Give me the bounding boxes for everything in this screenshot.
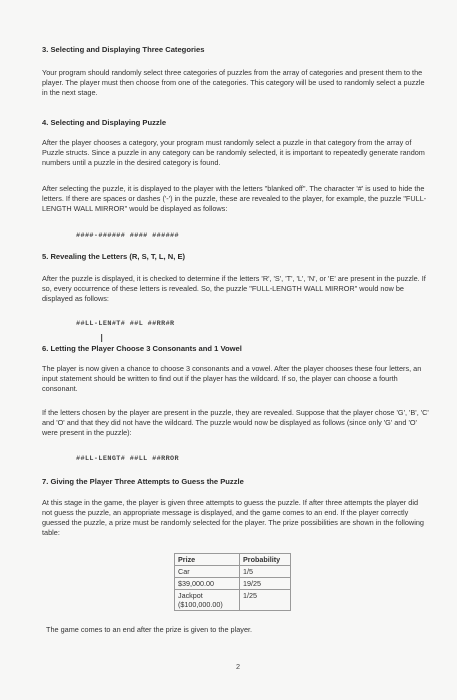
section-4-paragraph-2: After selecting the puzzle, it is displayed to the player with the letters "blanked off". The character '#' is used to hide the letters. If there are spaces or dashes ('-') in the puzzle, these are revealed to the player, for example, the puzzle "FULL-LENGTH WALL MIRROR" would be displayed as follows: (42, 184, 427, 213)
page-number: 2 (236, 662, 241, 671)
table-header-row (175, 554, 291, 566)
puzzle-display-revealed: ##LL-LEN#T# ##L ##RR#R (76, 320, 175, 328)
table-cell-probability: 1/25 (240, 590, 291, 611)
section-7-heading: 7. Giving the Player Three Attempts to Guess the Puzzle (42, 477, 244, 486)
table-row (175, 578, 291, 590)
puzzle-display-guessed: ##LL-LENGT# ##LL ##RROR (76, 455, 180, 463)
table-cell-probability: 1/5 (240, 566, 291, 578)
section-5-paragraph: After the puzzle is displayed, it is checked to determine if the letters 'R', 'S', 'T', 'L', 'N', or 'E' are present in the puzzle. If so, every occurrence of these letters is revealed. So, the puzzle "FULL-LENGTH WALL MIRROR" would now be displayed as follows: (42, 274, 426, 303)
table-cell-prize: $39,000.00 (175, 578, 240, 590)
section-4-paragraph-1: After the player chooses a category, your program must randomly select a puzzle in that category from the array of Puzzle structs. Since a puzzle in any category can be randomly selected, it is important to repeatedly generate random numbers until a puzzle in the desired category is found. (42, 138, 425, 167)
section-6-paragraph-1: The player is now given a chance to choose 3 consonants and a vowel. After the player chooses these four letters, an input statement should be written to find out if the player has the wildcard. If so, the player can choose a fourth consonant. (42, 364, 422, 393)
closing-paragraph: The game comes to an end after the prize is given to the player. (46, 625, 253, 634)
section-7-paragraph: At this stage in the game, the player is given three attempts to guess the puzzle. If after three attempts the player did not guess the puzzle, an appropriate message is displayed, and the game comes to an end. If the player correctly guessed the puzzle, a prize must be randomly selected for the player. The prize possibilities are shown in the following table: (42, 498, 424, 537)
section-3-paragraph: Your program should randomly select three categories of puzzles from the array of categories and present them to the player. The player must then choose from one of the categories. This category will be used to randomly select a puzzle in the next stage. (42, 68, 425, 97)
prize-table (174, 553, 291, 611)
text-cursor-icon: I (100, 332, 104, 345)
table-header-prize: Prize (175, 554, 240, 566)
section-4-heading: 4. Selecting and Displaying Puzzle (42, 118, 167, 127)
section-5-heading: 5. Revealing the Letters (R, S, T, L, N, E) (42, 252, 186, 261)
section-3-heading: 3. Selecting and Displaying Three Categories (42, 45, 205, 54)
puzzle-display-blanked: ####-###### #### ###### (76, 232, 180, 240)
table-cell-prize: Car (175, 566, 240, 578)
section-6-paragraph-2: If the letters chosen by the player are present in the puzzle, they are revealed. Suppose that the player chose 'G', 'B', 'C' and 'O' and that they did not have the wildcard. The puzzle would now be displayed as follows (since only 'G' and 'O' were present in the puzzle): (42, 408, 429, 437)
table-row (175, 590, 291, 611)
table-header-probability: Probability (240, 554, 291, 566)
table-cell-prize: Jackpot ($100,000.00) (175, 590, 240, 611)
table-cell-probability: 19/25 (240, 578, 291, 590)
section-6-heading: 6. Letting the Player Choose 3 Consonants and 1 Vowel (42, 344, 242, 353)
table-row (175, 566, 291, 578)
